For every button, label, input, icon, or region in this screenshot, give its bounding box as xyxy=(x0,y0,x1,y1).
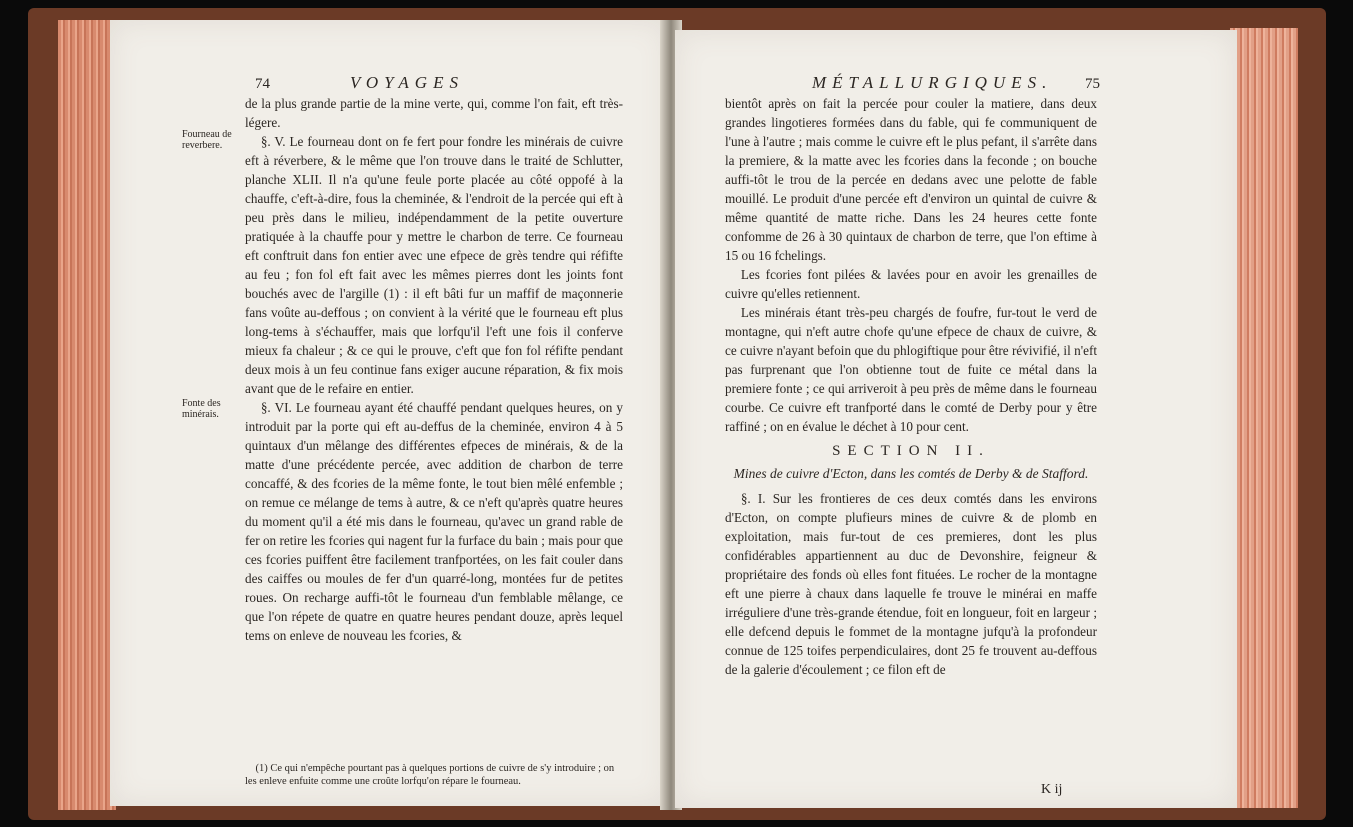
footnote-text: (1) Ce qui n'empêche pourtant pas à quelques portions de cuivre de s'y introduire ; on les enleve enfuite comme une croûte lorfqu'on répare le fourneau. xyxy=(245,763,615,787)
section-title: SECTION II. xyxy=(832,443,990,459)
margin-note-fonte: Fonte des minérais. xyxy=(182,398,221,420)
left-paragraph-2: §. V. Le fourneau dont on fe fert pour fondre les minérais de cuivre eft à réverbere, & le même que l'on trouve dans le traité de Schlutter, planche XLII. Il n'a qu'une feule porte placée au côté oppofé à la chauffe, c'eft-à-dire, fous la cheminée, & l'endroit de la percée qui eft à peu près dans le milieu, indépendamment de la petite ouverture pratiquée à la chauffe pour y mettre le charbon de terre. Ce fourneau eft conftruit dans fon entier avec une efpece de grès tendre qui réfifte au feu ; fon fol eft fait avec les mêmes pierres dont les joints font bouchés avec de l'argille (1) : il eft bâti fur un maffif de maçonnerie fans voûte au-deffous ; on convient à la vérité que le fourneau eft plus long-tems à s'échauffer, mais que lorfqu'il l'eft une fois il conferve mieux fa chaleur ; & ce qui le prouve, c'eft que fon fol réfifte pendant deux mois à un feu continue fans exiger aucune réparation, & fix mois avant que de le refaire en entier. xyxy=(245,134,623,396)
left-paragraph-3: §. VI. Le fourneau ayant été chauffé pendant quelques heures, on y introduit par la porte qui eft au-deffus de la cheminée, environ 4 à 5 quintaux d'un mêlange des différentes efpeces de minérais, & de la matte d'une précédente percée, avec addition de charbon de terre concaffé, & des fcories de la même fonte, le tout bien mêlé enfemble ; on remue ce mélange de tems à autre, & ce n'eft qu'après quatre heures du moment qu'il a été mis dans le fourneau, qu'avec un grand rable de fer on retire les fcories qui nagent fur la furface du bain ; mais pour que ces fcories puiffent être facilement tranfportées, on les fait couler dans des caiffes ou moules de fer d'un quarré-long, montées fur de petites roues. On recharge auffi-tôt le fourneau d'un femblable mêlange, ce que l'on répete de quatre en quatre heures pendant douze, après lequel tems on enleve de nouveau les fcories, & xyxy=(245,400,623,643)
right-paragraph-1: bientôt après on fait la percée pour couler la matiere, dans deux grandes lingotieres formées dans du fable, qui fe communiquent de l'une à l'autre ; mais comme le cuivre eft le plus pefant, il s'arrête dans la premiere, & la matte avec les fcories dans la feconde ; on bouche auffi-tôt le trou de la percée en dedans avec une pelotte de fable mouillé. Le produit d'une percée eft d'environ un quintal de cuivre & même quantité de matte riche. Dans les 24 heures cette fonte confomme de 26 à 30 quintaux de charbon de terre, que l'on eftime à 15 ou 16 fchelings. xyxy=(725,96,1097,263)
right-page-number: 75 xyxy=(1085,76,1100,92)
left-page-number: 74 xyxy=(255,76,270,92)
right-paragraph-4: §. I. Sur les frontieres de ces deux comtés dans les environs d'Ecton, on compte plufieurs mines de cuivre & de plomb en exploitation, mais fur-tout de ces premieres, dont les plus confidérables appartiennent au duc de Devonshire, feigneur & propriétaire des fonds où elles font fituées. Le rocher de la montagne eft une pierre à chaux dans laquelle fe trouve le minérai en maffe irréguliere d'une très-grande étendue, foit en longueur, foit en largeur ; elle defcend depuis le fommet de la montagne jufqu'à la profondeur connue de 125 toifes perpendiculaires, dont 25 fe trouvent au-deffous de la galerie d'écoulement ; ce filon eft de xyxy=(725,491,1097,677)
page-edges-left xyxy=(58,20,116,810)
right-page xyxy=(675,30,1237,808)
right-paragraph-2: Les fcories font pilées & lavées pour en avoir les grenailles de cuivre qu'elles retiennent. xyxy=(725,267,1097,301)
left-footnote xyxy=(245,762,623,788)
margin-note-fourneau: Fourneau de reverbere. xyxy=(182,129,232,151)
page-edges-right xyxy=(1230,28,1298,808)
right-paragraph-3: Les minérais étant très-peu chargés de foufre, fur-tout le verd de montagne, qui n'eft autre chofe qu'une efpece de chaux de cuivre, & ce cuivre n'ayant befoin que du phlogiftique pour être révivifié, il n'eft pas furprenant que l'on obtienne tout de fuite ce métal dans la premiere fonte ; ce qui arriveroit à peu près de même dans le fourneau courbe. Ce cuivre eft tranfporté dans le comté de Derby pour y être raffiné ; on en évalue le déchet à 10 pour cent. xyxy=(725,305,1097,434)
right-running-head: MÉTALLURGIQUES. xyxy=(812,73,1053,92)
left-body-text xyxy=(245,94,623,645)
section-subhead: Mines de cuivre d'Ecton, dans les comtés de Derby & de Stafford. xyxy=(733,466,1089,481)
left-paragraph-1: de la plus grande partie de la mine verte, qui, comme l'on fait, eft très-légere. xyxy=(245,96,623,130)
right-body-text xyxy=(725,94,1097,679)
left-page xyxy=(110,20,668,806)
signature-mark: K ij xyxy=(1041,782,1063,797)
left-running-head: VOYAGES xyxy=(350,73,464,92)
